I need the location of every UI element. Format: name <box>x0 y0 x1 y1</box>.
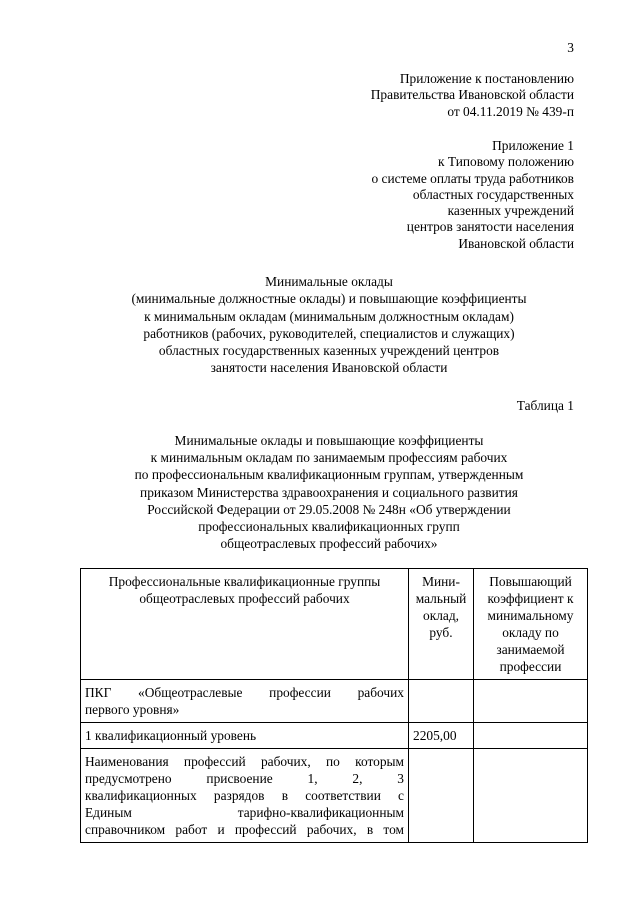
header-line: занимаемой <box>496 642 565 657</box>
page-number: 3 <box>567 40 574 55</box>
appendix-line: Приложение к постановлению <box>399 71 574 86</box>
cell-line: 1 квалификационный уровень <box>85 728 257 743</box>
profession-description-cell <box>81 749 409 843</box>
appendix1-line: к Типовому положению <box>438 154 574 170</box>
table-header-row <box>81 569 588 680</box>
cell-line: справочником работ и профессий рабочих, в том <box>85 822 404 837</box>
title-line: (минимальные должностные оклады) и повышающие коэффициенты <box>131 291 527 307</box>
header-line: окладу по <box>502 625 559 640</box>
appendix1-line: областных государственных <box>412 186 574 202</box>
level-name-cell <box>81 723 409 749</box>
table-title-line: Минимальные оклады и повышающие коэффициенты <box>174 433 484 448</box>
cell-line: ПКГ «Общеотраслевые профессии рабочих <box>85 685 404 700</box>
table-row <box>81 749 588 843</box>
appendix-line: Правительства Ивановской области <box>370 87 574 103</box>
header-line: минимальному <box>487 608 574 623</box>
table-title-line: к минимальным окладам по занимаемым профессиям рабочих <box>150 450 508 466</box>
coefficient-cell <box>474 723 588 749</box>
header-line: Мини- <box>422 574 460 589</box>
table-title-line: Российской Федерации от 29.05.2008 № 248н «Об утверждении <box>147 501 511 517</box>
appendix1-line: о системе оплаты труда работников <box>371 170 574 186</box>
header-line: профессии <box>499 659 562 674</box>
header-line: оклад, <box>423 608 459 623</box>
header-cell-groups <box>81 569 409 680</box>
cell-line: предусмотрено присвоение 1, 2, 3 <box>85 771 404 786</box>
table-title <box>80 432 578 552</box>
appendix1-line: Приложение 1 <box>492 138 574 153</box>
title-line: областных государственных казенных учреждений центров <box>158 343 500 359</box>
appendix-line: от 04.11.2019 № 439-п <box>447 103 574 119</box>
appendix1-line: центров занятости населения <box>406 219 574 235</box>
header-cell-salary <box>409 569 474 680</box>
header-line: общеотраслевых профессий рабочих <box>139 591 350 606</box>
title-line: Минимальные оклады <box>265 274 393 289</box>
table-title-line: профессиональных квалификационных групп <box>198 519 460 535</box>
header-cell-coefficient <box>474 569 588 680</box>
header-line: мальный <box>415 591 467 606</box>
appendix1-header <box>372 138 574 252</box>
cell-line: Единым тарифно-квалификационным <box>85 805 404 820</box>
salary-cell <box>409 680 474 723</box>
appendix1-line: Ивановской области <box>458 235 574 251</box>
cell-line: Наименования профессий рабочих, по которым <box>85 754 404 769</box>
coefficient-cell <box>474 749 588 843</box>
appendix1-line: казенных учреждений <box>447 203 574 219</box>
header-line: Профессиональные квалификационные группы <box>108 574 381 589</box>
group-name-cell <box>81 680 409 723</box>
cell-line: квалификационных разрядов в соответствии с <box>85 788 404 803</box>
table-number: Таблица 1 <box>516 398 574 413</box>
appendix-header <box>371 71 574 120</box>
table-row <box>81 680 588 723</box>
salary-cell: 2205,00 <box>409 723 474 749</box>
table-title-line: общеотраслевых профессий рабочих» <box>220 536 438 552</box>
salary-cell <box>409 749 474 843</box>
table-row <box>81 723 588 749</box>
header-line: Повышающий <box>489 574 572 589</box>
table-title-line: по профессиональным квалификационным группам, утвержденным <box>134 467 524 483</box>
cell-line: первого уровня» <box>85 702 180 717</box>
document-title <box>80 273 578 377</box>
header-line: коэффициент к <box>487 591 574 606</box>
header-line: руб. <box>429 625 453 640</box>
coefficient-cell <box>474 680 588 723</box>
title-line: к минимальным окладам (минимальным должностным окладам) <box>144 308 514 324</box>
table-title-line: приказом Министерства здравоохранения и социального развития <box>140 484 518 500</box>
title-line: работников (рабочих, руководителей, специалистов и служащих) <box>143 325 515 341</box>
title-line: занятости населения Ивановской области <box>210 360 448 376</box>
salary-table <box>80 568 588 843</box>
